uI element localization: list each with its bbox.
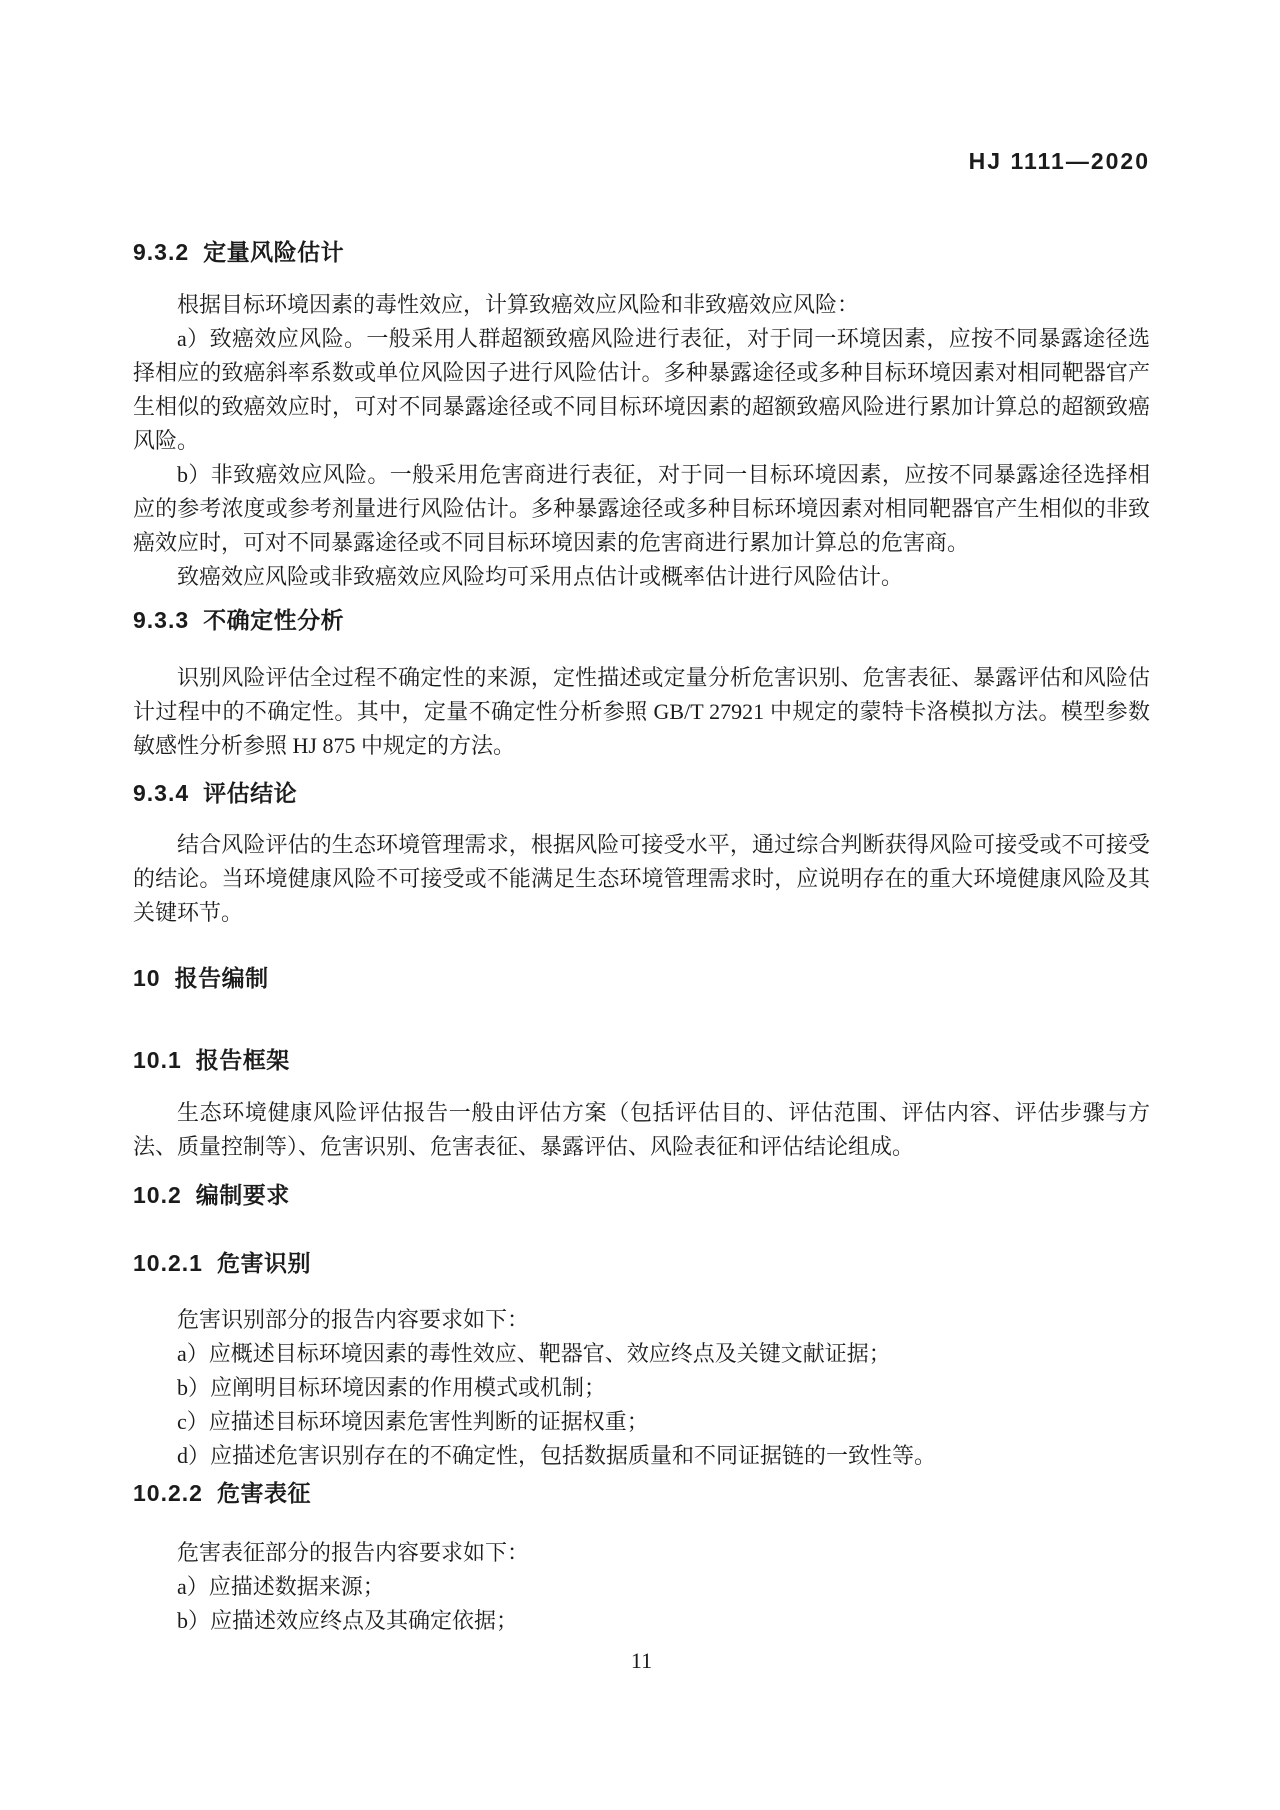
paragraph-9-3-4: 结合风险评估的生态环境管理需求，根据风险可接受水平，通过综合判断获得风险可接受或不可接受的结论。当环境健康风险不可接受或不能满足生态环境管理需求时，应说明存在的重大环境健康风险及其关键环节。 — [133, 832, 1150, 925]
paragraph-9-3-2-item-b: b）非致癌效应风险。一般采用危害商进行表征，对于同一目标环境因素，应按不同暴露途径选择相应的参考浓度或参考剂量进行风险估计。多种暴露途径或多种目标环境因素对相同靶器官产生相似的非致癌效应时，可对不同暴露途径或不同目标环境因素的危害商进行累加计算总的危害商。 — [133, 462, 1150, 555]
list-item-b: b）应描述效应终点及其确定依据； — [177, 1608, 519, 1633]
heading-title: 报告框架 — [195, 1047, 290, 1073]
standard-number: HJ 1111—2020 — [968, 148, 1150, 174]
heading-title: 危害表征 — [216, 1480, 311, 1506]
heading-title: 危害识别 — [216, 1250, 311, 1276]
page-number: 11 — [630, 1648, 653, 1673]
paragraph-9-3-3: 识别风险评估全过程不确定性的来源，定性描述或定量分析危害识别、危害表征、暴露评估和风险估计过程中的不确定性。其中，定量不确定性分析参照 GB/T 27921 中规定的蒙特卡洛模拟方法。模型参数敏感性分析参照 HJ 875 中规定的方法。 — [133, 665, 1150, 758]
list-item-a: a）应描述数据来源； — [177, 1574, 385, 1599]
heading-title: 编制要求 — [195, 1182, 290, 1208]
heading-10-2-1 — [133, 1249, 1150, 1277]
heading-number: 9.3.3 — [133, 607, 190, 633]
heading-9-3-2 — [133, 238, 1150, 266]
heading-9-3-3 — [133, 606, 1150, 634]
heading-title: 不确定性分析 — [203, 607, 345, 633]
heading-number: 10 — [133, 965, 161, 991]
heading-number: 10.2 — [133, 1182, 182, 1208]
heading-number: 10.2.2 — [133, 1480, 203, 1506]
heading-number: 10.2.1 — [133, 1250, 203, 1276]
heading-number: 9.3.4 — [133, 780, 190, 806]
list-item-b: b）应阐明目标环境因素的作用模式或机制； — [177, 1375, 607, 1400]
heading-number: 9.3.2 — [133, 239, 190, 265]
heading-10-2-2 — [133, 1479, 1150, 1507]
list-item-d: d）应描述危害识别存在的不确定性，包括数据质量和不同证据链的一致性等。 — [177, 1443, 937, 1468]
paragraph-10-1: 生态环境健康风险评估报告一般由评估方案（包括评估目的、评估范围、评估内容、评估步骤与方法、质量控制等）、危害识别、危害表征、暴露评估、风险表征和评估结论组成。 — [133, 1100, 1150, 1159]
heading-title: 评估结论 — [203, 780, 298, 806]
paragraph-9-3-2-intro: 根据目标环境因素的毒性效应，计算致癌效应风险和非致癌效应风险： — [177, 292, 860, 317]
heading-title: 定量风险估计 — [203, 239, 345, 265]
paragraph-10-2-1-intro: 危害识别部分的报告内容要求如下： — [177, 1307, 530, 1332]
heading-9-3-4 — [133, 779, 1150, 807]
heading-10-1 — [133, 1046, 1150, 1074]
paragraph-10-2-2-intro: 危害表征部分的报告内容要求如下： — [177, 1540, 530, 1565]
heading-10-2 — [133, 1181, 1150, 1209]
heading-title: 报告编制 — [174, 965, 269, 991]
heading-number: 10.1 — [133, 1047, 182, 1073]
list-item-c: c）应描述目标环境因素危害性判断的证据权重； — [177, 1409, 649, 1434]
paragraph-9-3-2-item-a: a）致癌效应风险。一般采用人群超额致癌风险进行表征，对于同一环境因素，应按不同暴露途径选择相应的致癌斜率系数或单位风险因子进行风险估计。多种暴露途径或多种目标环境因素对相同靶器官产生相似的致癌效应时，可对不同暴露途径或不同目标环境因素的超额致癌风险进行累加计算总的超额致癌风险。 — [133, 326, 1150, 453]
list-item-a: a）应概述目标环境因素的毒性效应、靶器官、效应终点及关键文献证据； — [177, 1341, 891, 1366]
document-header — [133, 148, 1150, 174]
page-footer — [133, 1646, 1150, 1676]
heading-10 — [133, 964, 1150, 992]
paragraph-9-3-2-tail: 致癌效应风险或非致癌效应风险均可采用点估计或概率估计进行风险估计。 — [177, 564, 904, 589]
